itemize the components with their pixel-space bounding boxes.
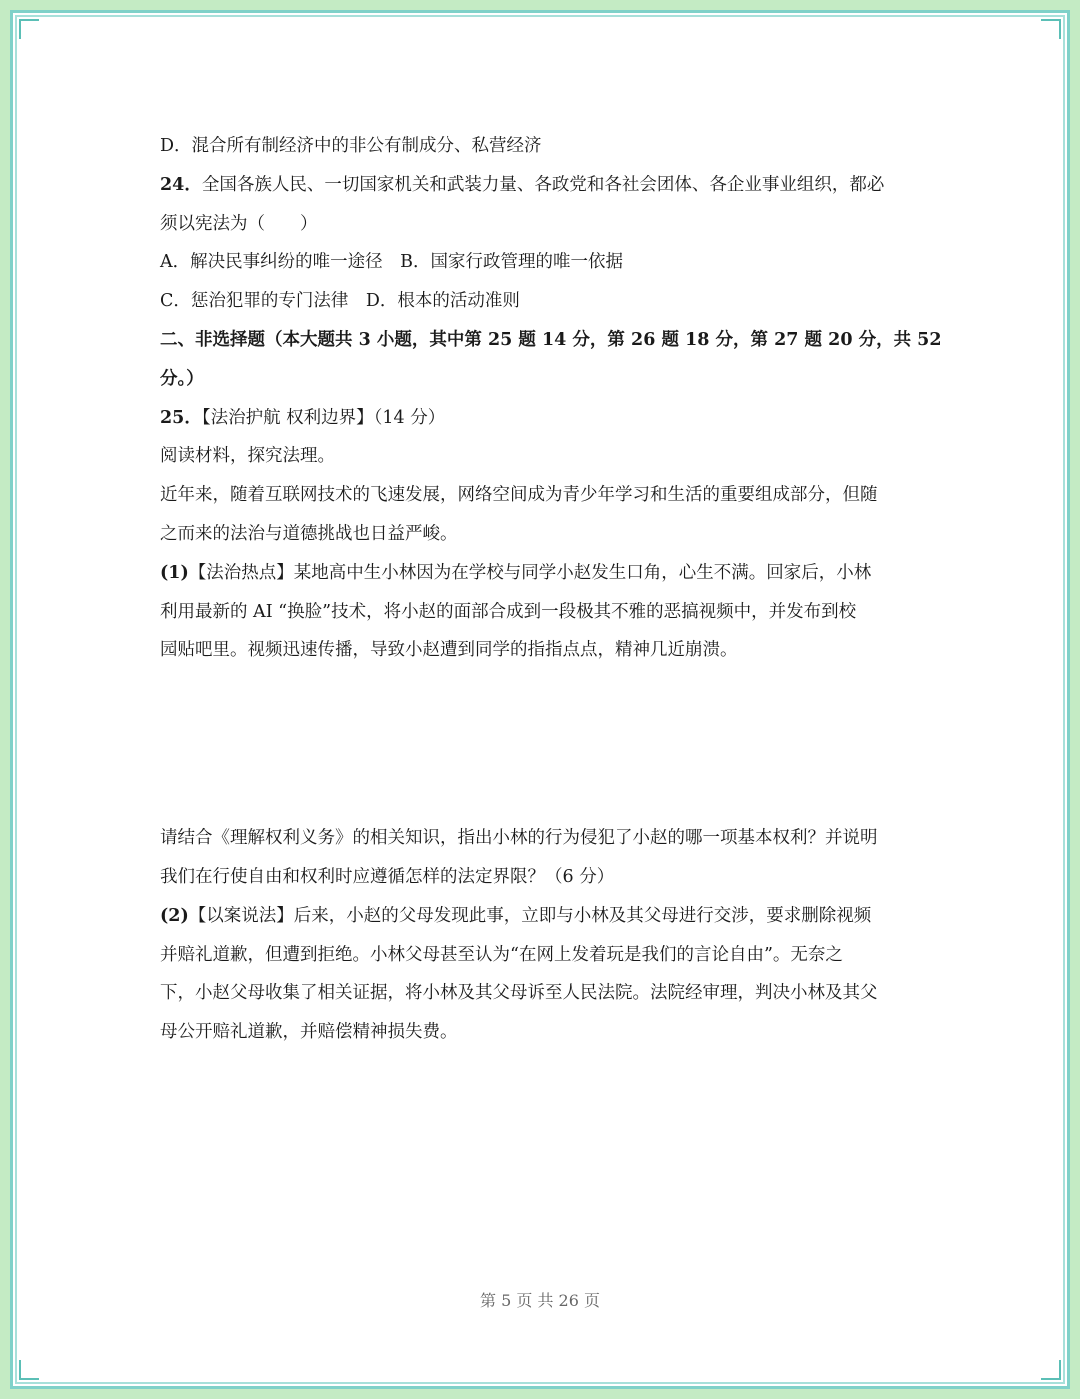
- q25-part2-line3: 下，小赵父母收集了相关证据，将小林及其父母诉至人民法院。法院经审理，判决小林及其父: [160, 983, 878, 1004]
- q24-options-cd: C．惩治犯罪的专门法律 D．根本的活动准则: [160, 291, 520, 312]
- q25-part1-line1: (1)【法治热点】某地高中生小林因为在学校与同学小赵发生口角，心生不满。回家后，小林: [160, 562, 872, 583]
- q25-part2-line1: (2)【以案说法】后来，小赵的父母发现此事，立即与小林及其父母进行交涉，要求删除视频: [160, 905, 872, 926]
- q25-part2-label: (2): [160, 905, 189, 926]
- q25-title: 25．【法治护航 权利边界】（14 分）: [160, 407, 446, 428]
- q25-part1-question-line2: 我们在行使自由和权利时应遵循怎样的法定界限？（6 分）: [160, 866, 615, 887]
- q24-stem-line2: 须以宪法为（ ）: [160, 213, 318, 234]
- q24-number: 24．: [160, 174, 202, 195]
- q25-part2-line4: 母公开赔礼道歉，并赔偿精神损失费。: [160, 1022, 458, 1043]
- frame-corner-ornament: [19, 19, 39, 39]
- exam-content: [160, 127, 942, 1052]
- answer-space: [160, 670, 922, 819]
- q24-stem-line1: 24．全国各族人民、一切国家机关和武装力量、各政党和各社会团体、各企业事业组织，都必: [160, 174, 885, 195]
- q25-instruction: 阅读材料，探究法理。: [160, 446, 335, 467]
- q25-part1-line3: 园贴吧里。视频迅速传播，导致小赵遭到同学的指指点点，精神几近崩溃。: [160, 640, 738, 661]
- q25-part1-line2: 利用最新的 AI “换脸”技术，将小赵的面部合成到一段极其不雅的恶搞视频中，并发布到校: [160, 601, 857, 622]
- q25-intro-line1: 近年来，随着互联网技术的飞速发展，网络空间成为青少年学习和生活的重要组成部分，但随: [160, 485, 878, 506]
- frame-corner-ornament: [1041, 1360, 1061, 1380]
- section2-heading-line2: 分。）: [160, 368, 204, 389]
- q25-number: 25．: [160, 407, 202, 428]
- q25-part2-line2: 并赔礼道歉，但遭到拒绝。小林父母甚至认为“在网上发着玩是我们的言论自由”。无奈之: [160, 944, 843, 965]
- section2-heading-line1: 二、非选择题（本大题共 3 小题，其中第 25 题 14 分，第 26 题 18 分，第 27 题 20 分，共 52: [160, 329, 942, 350]
- q25-part1-question-line1: 请结合《理解权利义务》的相关知识，指出小林的行为侵犯了小赵的哪一项基本权利？并说明: [160, 828, 878, 849]
- q24-options-ab: A．解决民事纠纷的唯一途径 B．国家行政管理的唯一依据: [160, 252, 623, 273]
- frame-corner-ornament: [19, 1360, 39, 1380]
- page-footer: 第 5 页 共 26 页: [480, 1291, 600, 1310]
- q25-part1-label: (1): [160, 562, 189, 583]
- q25-intro-line2: 之而来的法治与道德挑战也日益严峻。: [160, 523, 458, 544]
- frame-corner-ornament: [1041, 19, 1061, 39]
- q23-option-d: D．混合所有制经济中的非公有制成分、私营经济: [160, 136, 542, 156]
